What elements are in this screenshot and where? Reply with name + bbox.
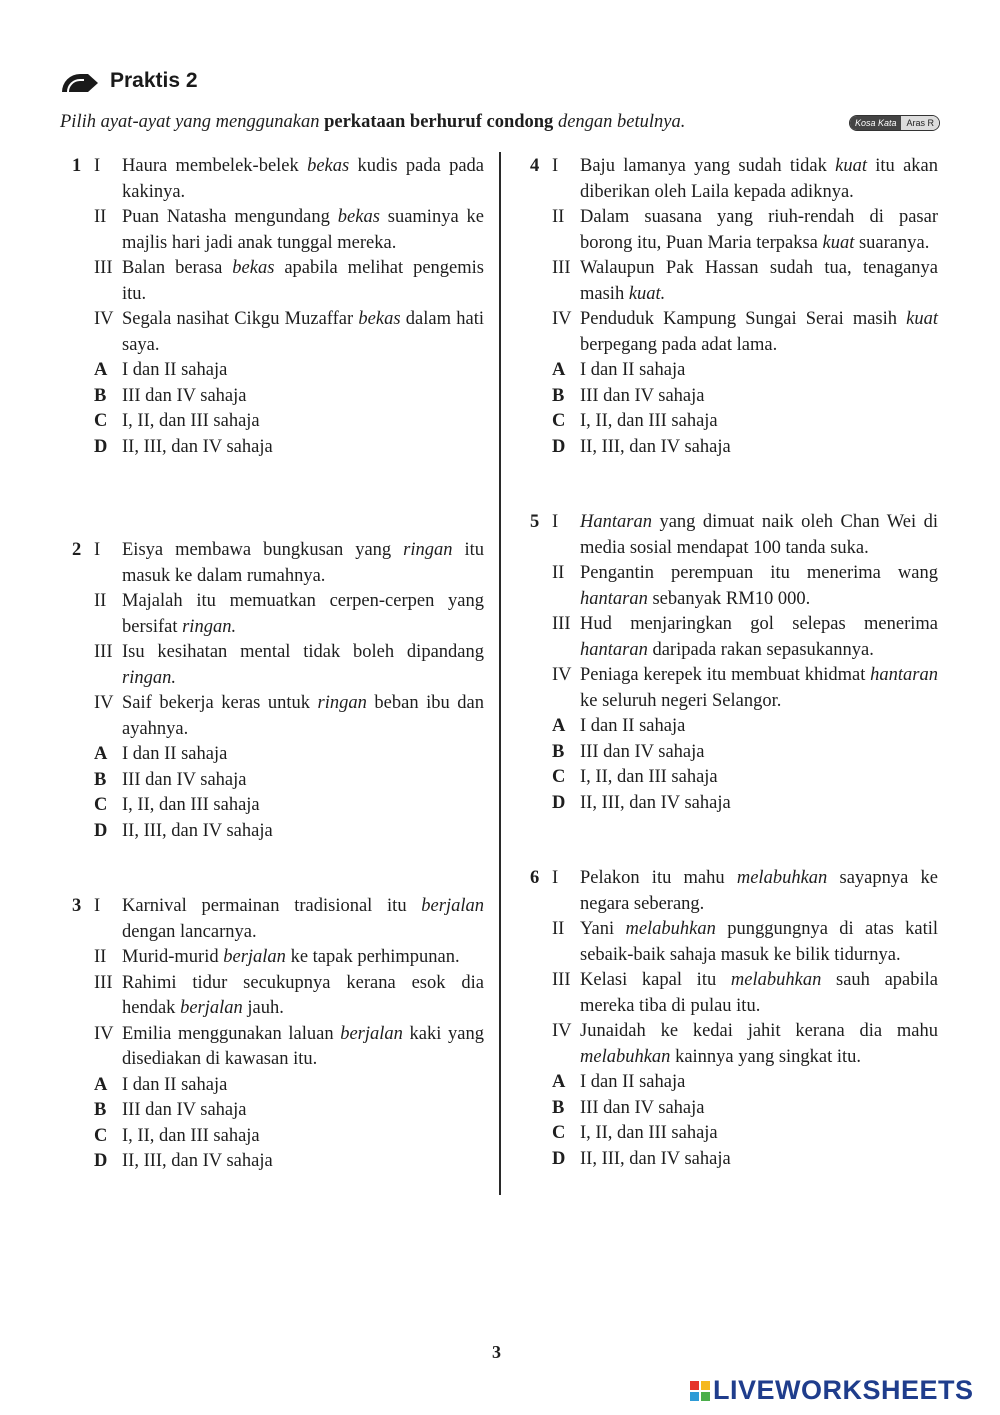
- answer-option[interactable]: B III dan IV sahaja: [552, 741, 705, 762]
- statement-row: [530, 307, 938, 358]
- statement-row: [72, 691, 484, 742]
- roman-numeral: III: [552, 970, 571, 990]
- roman-numeral: IV: [552, 309, 572, 329]
- question-number: 4: [530, 156, 540, 176]
- roman-numeral: I: [552, 156, 559, 176]
- question-6: [530, 866, 938, 1172]
- answer-option[interactable]: B III dan IV sahaja: [552, 385, 705, 406]
- statement-text: Pelakon itu mahu melabuhkan sayapnya ke negara seberang.: [580, 868, 939, 914]
- statement-row: [530, 1019, 938, 1070]
- statement-text: Isu kesihatan mental tidak boleh dipandang ringan.: [122, 642, 484, 688]
- statement-row: [530, 510, 938, 561]
- question-2: [72, 538, 484, 844]
- statement-row: [530, 663, 938, 714]
- statement-row: [530, 612, 938, 663]
- answer-option[interactable]: A I dan II sahaja: [552, 1072, 686, 1092]
- statement-text: Karnival permainan tradisional itu berjalan dengan lancarnya.: [122, 896, 484, 942]
- answer-option[interactable]: B III dan IV sahaja: [94, 769, 247, 790]
- statement-text: Hud menjaringkan gol selepas menerima hantaran daripada rakan sepasukannya.: [580, 614, 938, 660]
- statement-row: [530, 968, 938, 1019]
- answer-option[interactable]: B III dan IV sahaja: [552, 1097, 705, 1118]
- instruction-part-3: dengan betulnya.: [553, 112, 686, 132]
- statement-text: Baju lamanya yang sudah tidak kuat itu akan diberikan oleh Laila kepada adiknya.: [580, 156, 938, 202]
- statement-row: [530, 561, 938, 612]
- statement-row: [72, 256, 484, 307]
- statement-row: [72, 154, 484, 205]
- statement-row: [72, 971, 484, 1022]
- answer-option[interactable]: D II, III, dan IV sahaja: [94, 436, 273, 457]
- question-number: 2: [72, 540, 82, 560]
- roman-numeral: III: [94, 642, 113, 662]
- arrow-badge-icon: [60, 68, 100, 94]
- answer-option[interactable]: C I, II, dan III sahaja: [94, 1125, 260, 1146]
- roman-numeral: IV: [552, 1021, 572, 1041]
- practice-title: Praktis 2: [110, 69, 198, 92]
- question-number: 6: [530, 868, 540, 888]
- statement-text: Puan Natasha mengundang bekas suaminya ke majlis hari jadi anak tunggal mereka.: [122, 207, 484, 253]
- roman-numeral: II: [94, 591, 107, 611]
- answer-option[interactable]: C I, II, dan III sahaja: [552, 767, 718, 787]
- question-5: [530, 510, 938, 816]
- question-1: [72, 154, 484, 460]
- statement-row: [72, 538, 484, 589]
- answer-option[interactable]: D II, III, dan IV sahaja: [552, 1148, 731, 1169]
- roman-numeral: II: [94, 947, 107, 967]
- question-number: 5: [530, 512, 540, 532]
- roman-numeral: I: [94, 896, 101, 916]
- statement-row: [72, 205, 484, 256]
- statement-row: [72, 307, 484, 358]
- statement-row: [72, 1022, 484, 1073]
- roman-numeral: IV: [94, 1023, 114, 1044]
- statement-text: Emilia menggunakan laluan berjalan kaki yang disediakan di kawasan itu.: [122, 1023, 485, 1069]
- roman-numeral: I: [552, 868, 559, 888]
- answer-option[interactable]: A I dan II sahaja: [94, 1074, 228, 1095]
- question-3: [72, 894, 484, 1175]
- statement-row: [72, 945, 484, 971]
- roman-numeral: II: [552, 207, 565, 227]
- roman-numeral: IV: [94, 693, 114, 713]
- statement-text: Peniaga kerepek itu membuat khidmat hantaran ke seluruh negeri Selangor.: [580, 665, 938, 711]
- instruction-part-2: perkataan berhuruf condong: [324, 112, 554, 132]
- statement-text: Saif bekerja keras untuk ringan beban ibu dan ayahnya.: [122, 693, 484, 739]
- roman-numeral: IV: [552, 665, 572, 685]
- statement-text: Walaupun Pak Hassan sudah tua, tenaganya masih kuat.: [580, 258, 938, 304]
- statement-row: [530, 917, 938, 968]
- page-number: 3: [492, 1342, 501, 1362]
- watermark-text: LIVEWORKSHEETS: [713, 1375, 974, 1405]
- roman-numeral: II: [552, 563, 565, 583]
- answer-option[interactable]: B III dan IV sahaja: [94, 385, 247, 406]
- question-number: 3: [72, 896, 82, 916]
- answer-option[interactable]: A I dan II sahaja: [552, 360, 686, 380]
- statement-row: [72, 640, 484, 691]
- statement-text: Penduduk Kampung Sungai Serai masih kuat berpegang pada adat lama.: [580, 309, 938, 355]
- statement-row: [72, 894, 484, 945]
- instruction: [60, 112, 940, 133]
- statement-text: Murid-murid berjalan ke tapak perhimpunan.: [122, 947, 460, 967]
- statement-row: [530, 256, 938, 307]
- statement-row: [72, 589, 484, 640]
- statement-text: Rahimi tidur secukupnya kerana esok dia hendak berjalan jauh.: [122, 972, 484, 1018]
- statement-text: Haura membelek-belek bekas kudis pada pada kakinya.: [122, 156, 484, 202]
- roman-numeral: II: [94, 207, 107, 227]
- answer-option[interactable]: A I dan II sahaja: [552, 716, 686, 736]
- level-tag: [849, 115, 940, 131]
- instruction-part-1: Pilih ayat-ayat yang menggunakan: [60, 112, 325, 132]
- roman-numeral: III: [552, 614, 571, 634]
- roman-numeral: III: [552, 258, 571, 278]
- answer-option[interactable]: D II, III, dan IV sahaja: [94, 820, 273, 841]
- roman-numeral: I: [552, 512, 559, 532]
- liveworksheets-watermark: [690, 1375, 974, 1406]
- tag-level: Aras R: [901, 116, 939, 130]
- statement-text: Majalah itu memuatkan cerpen-cerpen yang bersifat ringan.: [122, 591, 484, 637]
- statement-text: Balan berasa bekas apabila melihat pengemis itu.: [122, 258, 484, 304]
- statement-text: Segala nasihat Cikgu Muzaffar bekas dalam hati saya.: [122, 309, 484, 355]
- statement-row: [530, 154, 938, 205]
- answer-option[interactable]: C I, II, dan III sahaja: [94, 795, 260, 815]
- roman-numeral: I: [94, 540, 101, 560]
- answer-option[interactable]: D II, III, dan IV sahaja: [552, 436, 731, 457]
- answer-option[interactable]: D II, III, dan IV sahaja: [94, 1151, 273, 1171]
- statement-text: Yani melabuhkan punggungnya di atas katil sebaik-baik sahaja masuk ke bilik tidurnya.: [580, 919, 938, 965]
- statement-row: [530, 866, 938, 917]
- roman-numeral: II: [552, 919, 565, 939]
- answer-option[interactable]: C I, II, dan III sahaja: [552, 411, 718, 431]
- answer-option[interactable]: A I dan II sahaja: [94, 360, 228, 380]
- statement-text: Kelasi kapal itu melabuhkan sauh apabila mereka tiba di pulau itu.: [580, 970, 939, 1016]
- roman-numeral: IV: [94, 309, 114, 329]
- answer-option[interactable]: A I dan II sahaja: [94, 744, 228, 764]
- answer-option[interactable]: D II, III, dan IV sahaja: [552, 792, 731, 813]
- statement-row: [530, 205, 938, 256]
- answer-option[interactable]: C I, II, dan III sahaja: [552, 1123, 718, 1143]
- tag-category: Kosa Kata: [850, 116, 902, 130]
- roman-numeral: I: [94, 156, 101, 176]
- roman-numeral: III: [94, 972, 113, 993]
- answer-option[interactable]: B III dan IV sahaja: [94, 1100, 247, 1120]
- statement-text: Junaidah ke kedai jahit kerana dia mahu melabuhkan kainnya yang singkat itu.: [580, 1021, 938, 1067]
- statement-text: Pengantin perempuan itu menerima wang hantaran sebanyak RM10 000.: [580, 563, 938, 609]
- question-4: [530, 154, 938, 460]
- answer-option[interactable]: C I, II, dan III sahaja: [94, 411, 260, 431]
- column-divider: [499, 152, 501, 1195]
- question-number: 1: [72, 156, 82, 176]
- statement-text: Hantaran yang dimuat naik oleh Chan Wei di media sosial mendapat 100 tanda suka.: [580, 512, 938, 558]
- statement-text: Eisya membawa bungkusan yang ringan itu masuk ke dalam rumahnya.: [122, 540, 485, 586]
- statement-text: Dalam suasana yang riuh-rendah di pasar borong itu, Puan Maria terpaksa kuat suaranya.: [580, 207, 938, 253]
- practice-header: [60, 66, 198, 96]
- liveworksheets-logo-icon: [690, 1381, 710, 1401]
- roman-numeral: III: [94, 258, 113, 278]
